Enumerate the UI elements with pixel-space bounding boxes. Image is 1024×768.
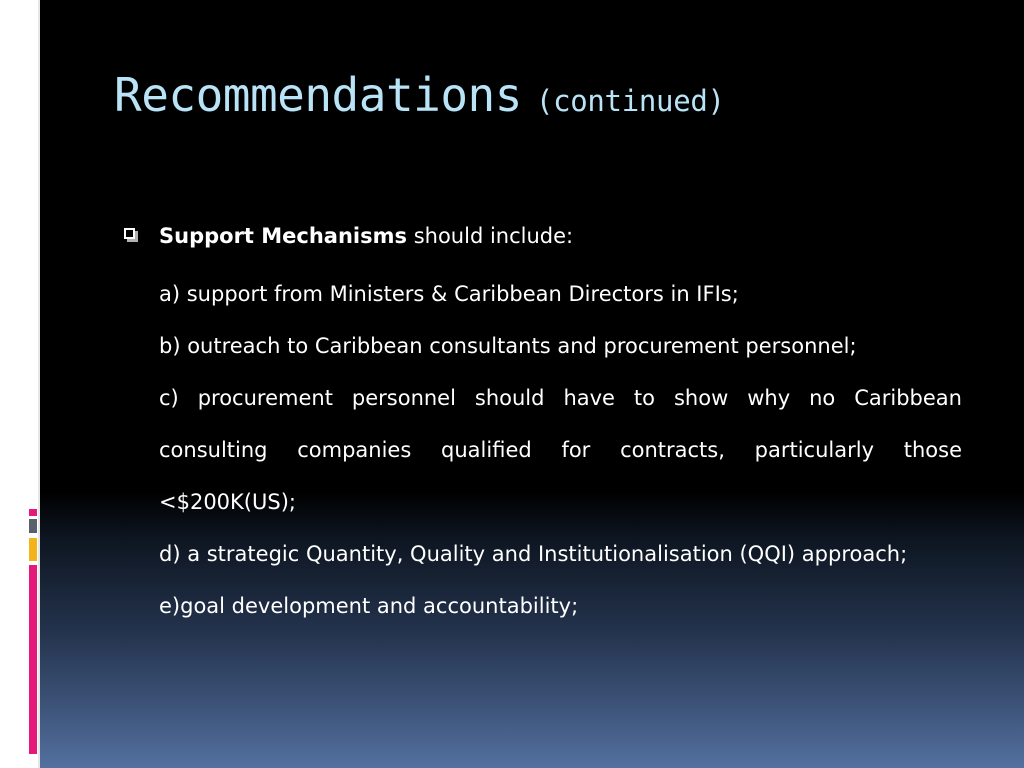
bullet-bold-text: Support Mechanisms	[159, 224, 408, 248]
list-item: a) support from Ministers & Caribbean Directors in IFIs;	[159, 282, 739, 306]
accent-bar-pink-small	[29, 509, 37, 516]
accent-bar-pink	[29, 565, 37, 754]
list-item: e)goal development and accountability;	[159, 594, 579, 618]
accent-bar-gray	[29, 519, 37, 533]
list-item: d) a strategic Quantity, Quality and Institutionalisation (QQI) approach;	[159, 542, 908, 566]
accent-bar-gold	[29, 538, 37, 561]
list-item: c) procurement personnel should have to show why no Caribbean consulting companies qualified for contracts, particularly those <$200K(US);	[159, 386, 962, 514]
title-main: Recommendations	[114, 68, 522, 122]
list-item: b) outreach to Caribbean consultants and procurement personnel;	[159, 334, 857, 358]
checkbox-square-bullet-icon	[124, 228, 135, 239]
bullet-text: should include:	[413, 224, 574, 248]
title-suffix: (continued)	[535, 84, 725, 118]
slide-body	[120, 216, 962, 632]
slide-title	[114, 68, 725, 122]
bullet-support-mechanisms	[120, 216, 962, 256]
sub-item-list	[120, 268, 962, 632]
